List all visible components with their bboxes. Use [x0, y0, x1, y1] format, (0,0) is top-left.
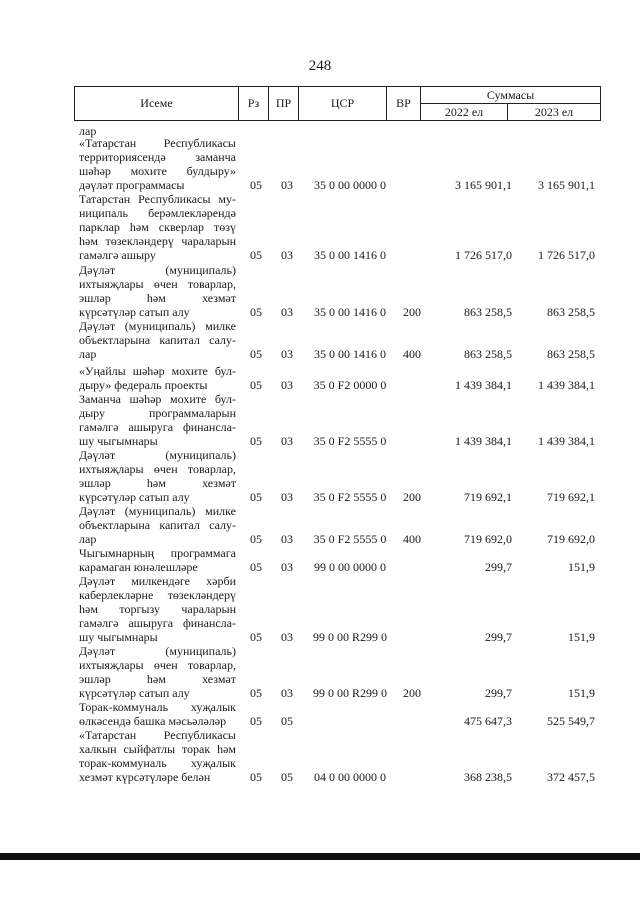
row-name-line: гамәлгә ашыруга финансла- — [79, 616, 236, 630]
row-name-line: Татарстан Республикасы му- — [79, 192, 236, 206]
row-value-2022: 475 647,3 — [464, 714, 512, 728]
header-2023: 2023 ел — [508, 104, 601, 121]
row-name-line: эшләр һәм хезмәт — [79, 476, 236, 490]
row-csr: 35 0 00 1416 0 — [314, 248, 386, 262]
row-name-line: Дәүләт (муниципаль) — [79, 644, 236, 658]
row-value-2022: 299,7 — [485, 630, 512, 644]
row-value-2022: 299,7 — [485, 686, 512, 700]
row-rz: 05 — [250, 560, 262, 574]
row-name-line: торак-коммуналь хуҗалык — [79, 756, 236, 770]
row-csr: 04 0 00 0000 0 — [314, 770, 386, 784]
row-value-2023: 525 549,7 — [547, 714, 595, 728]
row-name-line: парклар һәм скверлар төзү — [79, 220, 236, 234]
row-rz: 05 — [250, 378, 262, 392]
row-name-line: шу чыгымнары — [79, 434, 158, 448]
row-value-2022: 719 692,1 — [464, 490, 512, 504]
row-name — [79, 546, 236, 574]
row-csr: 99 0 00 0000 0 — [314, 560, 386, 574]
row-rz: 05 — [250, 770, 262, 784]
row-value-2023: 1 726 517,0 — [538, 248, 595, 262]
row-name — [79, 192, 236, 262]
row-pr: 03 — [281, 347, 293, 361]
row-name-line: лар — [79, 124, 97, 138]
row-rz: 05 — [250, 178, 262, 192]
row-value-2022: 368 238,5 — [464, 770, 512, 784]
row-value-2022: 863 258,5 — [464, 347, 512, 361]
row-name — [79, 700, 236, 728]
row-name-line: гамәлгә ашыру — [79, 248, 156, 262]
header-rz: Рз — [239, 87, 269, 121]
row-name-line: Дәүләт (муниципаль) — [79, 448, 236, 462]
row-pr: 05 — [281, 770, 293, 784]
row-value-2022: 3 165 901,1 — [455, 178, 512, 192]
row-value-2023: 1 439 384,1 — [538, 378, 595, 392]
row-csr: 99 0 00 R299 0 — [312, 686, 387, 700]
row-value-2022: 1 439 384,1 — [455, 378, 512, 392]
row-rz: 05 — [250, 305, 262, 319]
row-name — [79, 364, 236, 392]
row-name — [79, 319, 236, 361]
row-rz: 05 — [250, 686, 262, 700]
row-name-line: «Татарстан Республикасы — [79, 136, 236, 150]
header-sums: Суммасы — [421, 87, 601, 104]
row-value-2023: 719 692,1 — [547, 490, 595, 504]
row-name-line: шәһәр мохите булдыру» — [79, 164, 236, 178]
row-name-line: күрсәтүләр сатып алу — [79, 686, 190, 700]
header-pr: ПР — [269, 87, 299, 121]
row-value-2023: 1 439 384,1 — [538, 434, 595, 448]
row-pr: 03 — [281, 178, 293, 192]
row-name-line: объектларына капитал салу- — [79, 333, 236, 347]
row-value-2022: 863 258,5 — [464, 305, 512, 319]
row-pr: 03 — [281, 630, 293, 644]
row-name-line: территориясендә заманча — [79, 150, 236, 164]
row-rz: 05 — [250, 490, 262, 504]
row-value-2022: 719 692,0 — [464, 532, 512, 546]
row-pr: 03 — [281, 686, 293, 700]
header-csr: ЦСР — [299, 87, 387, 121]
row-value-2023: 372 457,5 — [547, 770, 595, 784]
row-name-line: халкын сыйфатлы торак һәм — [79, 742, 236, 756]
row-name-line: Торак-коммуналь хуҗалык — [79, 700, 236, 714]
row-name-line: күрсәтүләр сатып алу — [79, 305, 190, 319]
row-name — [79, 392, 236, 448]
row-name-line: эшләр һәм хезмәт — [79, 672, 236, 686]
row-name-line: ихтыяҗлары өчен товарлар, — [79, 277, 236, 291]
row-rz: 05 — [250, 714, 262, 728]
row-csr: 35 0 F2 5555 0 — [313, 490, 387, 504]
row-name — [79, 644, 236, 700]
row-pr: 03 — [281, 434, 293, 448]
row-name-line: Дәүләт милкендәге хәрби — [79, 574, 236, 588]
row-name-line: эшләр һәм хезмәт — [79, 291, 236, 305]
page-number: 248 — [308, 58, 332, 74]
row-value-2023: 863 258,5 — [547, 305, 595, 319]
row-rz: 05 — [250, 347, 262, 361]
row-name-line: объектларына капитал салу- — [79, 518, 236, 532]
row-vr: 200 — [403, 305, 421, 319]
row-value-2023: 151,9 — [568, 630, 595, 644]
row-name-line: «Татарстан Республикасы — [79, 728, 236, 742]
row-vr: 400 — [403, 347, 421, 361]
row-name-line: Чыгымнарның программага — [79, 546, 236, 560]
header-name: Исеме — [75, 87, 239, 121]
row-value-2023: 719 692,0 — [547, 532, 595, 546]
row-rz: 05 — [250, 248, 262, 262]
row-pr: 05 — [281, 714, 293, 728]
row-value-2022: 299,7 — [485, 560, 512, 574]
row-name — [79, 574, 236, 644]
row-value-2022: 1 439 384,1 — [455, 434, 512, 448]
row-name-line: ниципаль берәмлекләрендә — [79, 206, 236, 220]
row-csr: 35 0 F2 5555 0 — [313, 434, 387, 448]
row-name-line: Дәүләт (муниципаль) милке — [79, 319, 236, 333]
row-csr: 35 0 00 0000 0 — [314, 178, 386, 192]
row-csr: 35 0 00 1416 0 — [314, 305, 386, 319]
row-vr: 200 — [403, 686, 421, 700]
row-name-line: һәм торгызу чараларын — [79, 602, 236, 616]
row-value-2023: 151,9 — [568, 560, 595, 574]
row-vr: 400 — [403, 532, 421, 546]
row-value-2023: 863 258,5 — [547, 347, 595, 361]
row-name-line: дыру программаларын — [79, 406, 236, 420]
row-csr: 35 0 F2 0000 0 — [313, 378, 387, 392]
row-rz: 05 — [250, 630, 262, 644]
row-name-line: Дәүләт (муниципаль) — [79, 263, 236, 277]
row-vr: 200 — [403, 490, 421, 504]
row-name-line: Заманча шәһәр мохите бул- — [79, 392, 236, 406]
row-name-line: «Уңайлы шәһәр мохите бул- — [79, 364, 236, 378]
header-2022: 2022 ел — [421, 104, 508, 121]
row-name-line: күрсәтүләр сатып алу — [79, 490, 190, 504]
row-pr: 03 — [281, 560, 293, 574]
row-pr: 03 — [281, 378, 293, 392]
row-name-line: лар — [79, 532, 97, 546]
row-name-line: дыру» федераль проекты — [79, 378, 208, 392]
row-name-line: гамәлгә ашыруга финансла- — [79, 420, 236, 434]
row-name — [79, 728, 236, 784]
row-value-2023: 151,9 — [568, 686, 595, 700]
row-name — [79, 448, 236, 504]
bottom-border — [0, 853, 640, 860]
row-pr: 03 — [281, 248, 293, 262]
row-pr: 03 — [281, 305, 293, 319]
row-name — [79, 136, 236, 192]
row-name-line: карамаган юнәлешләре — [79, 560, 198, 574]
row-csr: 35 0 F2 5555 0 — [313, 532, 387, 546]
row-name — [79, 263, 236, 319]
row-value-2023: 3 165 901,1 — [538, 178, 595, 192]
row-csr: 35 0 00 1416 0 — [314, 347, 386, 361]
row-name-line: шу чыгымнары — [79, 630, 158, 644]
row-rz: 05 — [250, 532, 262, 546]
row-name-line: хезмәт күрсәтүләре белән — [79, 770, 211, 784]
row-value-2022: 1 726 517,0 — [455, 248, 512, 262]
row-pr: 03 — [281, 532, 293, 546]
row-pr: 03 — [281, 490, 293, 504]
row-rz: 05 — [250, 434, 262, 448]
row-name — [79, 504, 236, 546]
row-name-line: лар — [79, 347, 97, 361]
row-name-line: ихтыяҗлары өчен товарлар, — [79, 658, 236, 672]
row-name-line: каберлекләрне төзекләндерү — [79, 588, 236, 602]
row-name-line: өлкәсендә башка мәсьәләләр — [79, 714, 227, 728]
row-name-line: һәм төзекләндерү чараларын — [79, 234, 236, 248]
row-name-line: дәүләт программасы — [79, 178, 185, 192]
row-name-line: Дәүләт (муниципаль) милке — [79, 504, 236, 518]
row-csr: 99 0 00 R299 0 — [312, 630, 387, 644]
header-vr: ВР — [387, 87, 421, 121]
row-name-line: ихтыяҗлары өчен товарлар, — [79, 462, 236, 476]
